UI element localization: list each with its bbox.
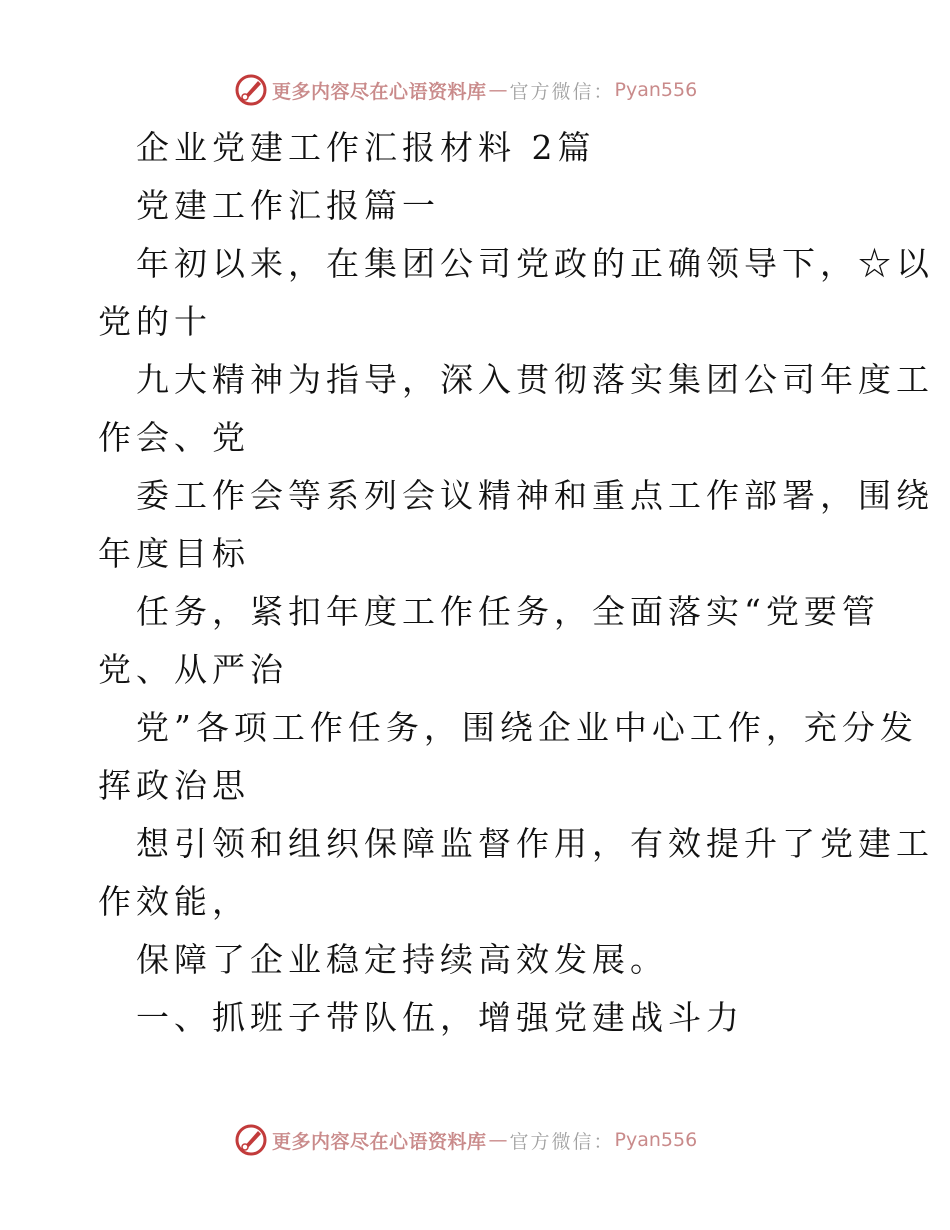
section-heading: 党建工作汇报篇一 bbox=[136, 186, 440, 225]
quill-logo-icon bbox=[234, 73, 268, 107]
watermark-label: 官方微信： bbox=[509, 80, 615, 103]
paragraph-line: 挥政治思 bbox=[98, 766, 250, 805]
watermark-dash: — bbox=[488, 1129, 508, 1151]
paragraph-line: 九大精神为指导，深入贯彻落实集团公司年度工 bbox=[136, 360, 934, 399]
watermark-main-text: 更多内容尽在心语资料库 bbox=[272, 80, 487, 103]
watermark-dash: — bbox=[488, 79, 508, 101]
watermark-wechat-id: Pyan556 bbox=[614, 79, 698, 101]
paragraph-line: 保障了企业稳定持续高效发展。 bbox=[136, 940, 668, 979]
watermark-label: 官方微信： bbox=[509, 1130, 615, 1153]
paragraph-line: 党”各项工作任务，围绕企业中心工作，充分发 bbox=[136, 708, 918, 747]
watermark-header bbox=[234, 72, 697, 108]
paragraph-line: 党、从严治 bbox=[98, 650, 288, 689]
paragraph-line: 想引领和组织保障监督作用，有效提升了党建工 bbox=[136, 824, 934, 863]
paragraph-line: 党的十 bbox=[98, 302, 212, 341]
subsection-heading: 一、抓班子带队伍，增强党建战斗力 bbox=[136, 998, 744, 1037]
quill-logo-icon bbox=[234, 1123, 268, 1157]
paragraph-line: 年初以来，在集团公司党政的正确领导下，☆以 bbox=[136, 244, 934, 283]
paragraph-line: 委工作会等系列会议精神和重点工作部署，围绕 bbox=[136, 476, 934, 515]
paragraph-line: 任务，紧扣年度工作任务，全面落实“党要管 bbox=[136, 592, 880, 631]
paragraph-line: 作会、党 bbox=[98, 418, 250, 457]
watermark-main-text: 更多内容尽在心语资料库 bbox=[272, 1130, 487, 1153]
watermark-wechat-id: Pyan556 bbox=[614, 1129, 698, 1151]
watermark-footer bbox=[234, 1122, 697, 1158]
paragraph-line: 年度目标 bbox=[98, 534, 250, 573]
paragraph-line: 作效能， bbox=[98, 882, 250, 921]
document-title: 企业党建工作汇报材料 2篇 bbox=[136, 128, 596, 167]
